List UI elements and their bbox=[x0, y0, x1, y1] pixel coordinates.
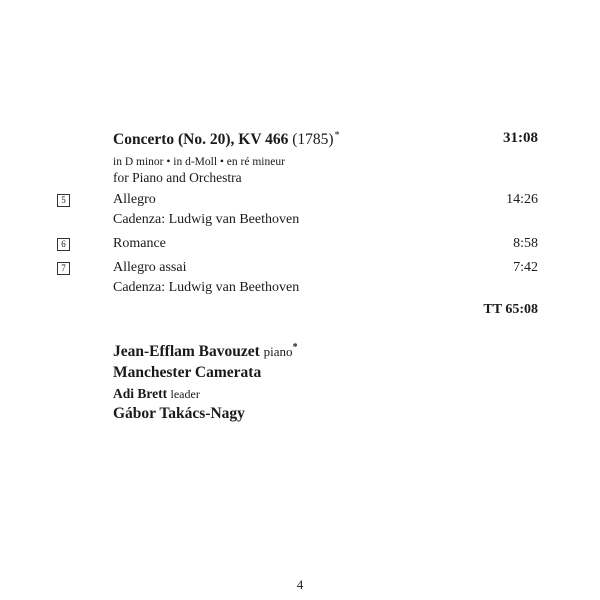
track-title: Allegro assai bbox=[113, 260, 187, 275]
performer-asterisk: * bbox=[292, 342, 298, 353]
work-scoring: for Piano and Orchestra bbox=[113, 170, 242, 185]
track-number-box: 5 bbox=[57, 194, 70, 207]
performer-name: Adi Brett bbox=[113, 386, 168, 401]
track-title: Romance bbox=[113, 236, 166, 251]
total-time: TT 65:08 bbox=[483, 302, 538, 317]
work-year: (1785) bbox=[292, 131, 334, 148]
work-asterisk: * bbox=[334, 130, 340, 141]
track-number-box: 6 bbox=[57, 238, 70, 251]
performer-line bbox=[113, 364, 261, 382]
performer-role: leader bbox=[170, 387, 200, 401]
performer-line bbox=[113, 342, 298, 361]
performer-role: piano bbox=[263, 344, 293, 359]
work-keys: in D minor • in d-Moll • en ré mineur bbox=[113, 156, 285, 168]
performer-name: Gábor Takács-Nagy bbox=[113, 405, 245, 422]
track-number-box: 7 bbox=[57, 262, 70, 275]
performer-name: Manchester Camerata bbox=[113, 364, 262, 381]
track-duration: 8:58 bbox=[513, 236, 538, 251]
work-title-text: Concerto (No. 20), KV 466 bbox=[113, 131, 289, 148]
page-number: 4 bbox=[296, 577, 304, 592]
work-title bbox=[113, 130, 340, 149]
performer-name: Jean-Efflam Bavouzet bbox=[113, 343, 260, 360]
track-duration: 7:42 bbox=[513, 260, 538, 275]
work-duration: 31:08 bbox=[503, 130, 538, 146]
performer-line bbox=[113, 386, 200, 402]
track-cadenza: Cadenza: Ludwig van Beethoven bbox=[113, 280, 300, 295]
track-title: Allegro bbox=[113, 192, 156, 207]
track-cadenza: Cadenza: Ludwig van Beethoven bbox=[113, 212, 300, 227]
track-duration: 14:26 bbox=[506, 192, 538, 207]
performer-line bbox=[113, 405, 245, 423]
